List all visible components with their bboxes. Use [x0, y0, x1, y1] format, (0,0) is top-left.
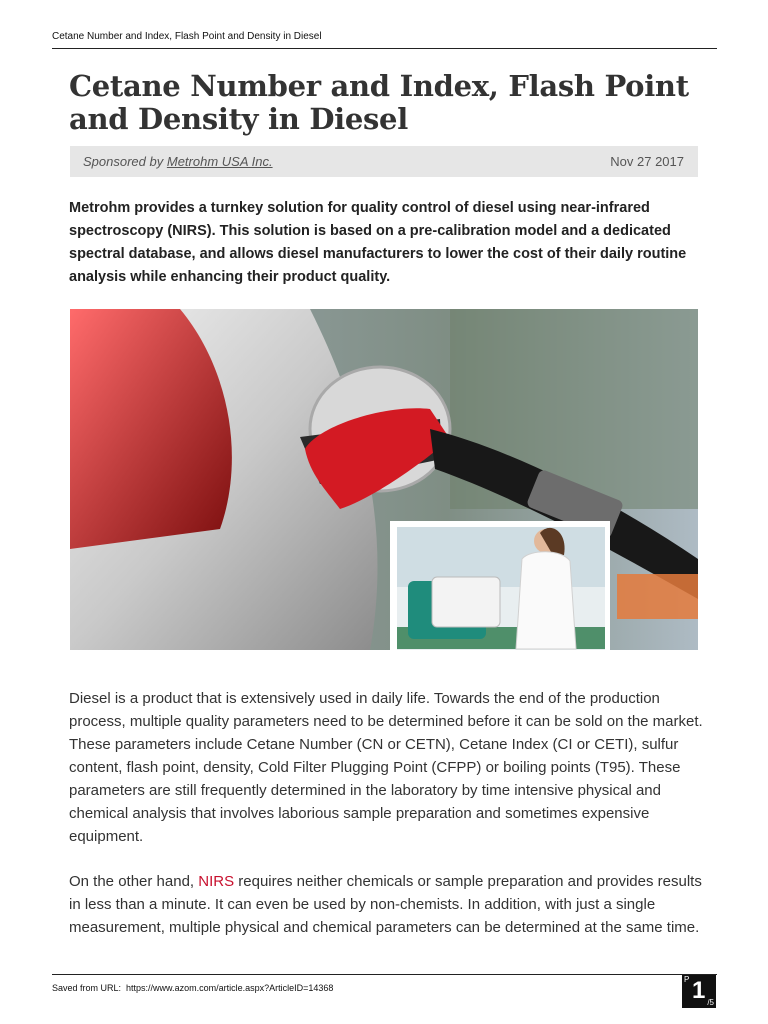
page-number: 1 — [692, 977, 706, 1004]
sponsor-bar — [70, 146, 698, 177]
header-divider — [52, 48, 717, 49]
body-paragraph-2 — [69, 870, 709, 939]
article-title: Cetane Number and Index, Flash Point and Density in Diesel — [69, 69, 689, 136]
sponsor-credit — [83, 154, 273, 169]
sponsor-link[interactable]: Metrohm USA Inc. — [166, 154, 273, 169]
page-total: /5 — [707, 998, 714, 1007]
running-header: Cetane Number and Index, Flash Point and Density in Diesel — [52, 31, 322, 42]
nirs-link[interactable]: NIRS — [198, 873, 235, 890]
page-prefix: P — [684, 975, 690, 984]
hero-image-fuel-pump — [70, 309, 698, 650]
body-paragraph-1: Diesel is a product that is extensively used in daily life. Towards the end of the production process, multiple quality parameters need to be determined before it can be sold on the market. These parameters include Cetane Number (CN or CETN), Cetane Index (CI or CETI), sulfur content, flash point, density, Cold Filter Plugging Point (CFPP) or boiling points (T95). These parameters are still frequently determined in the laboratory by time intensive physical and chemical analysis that involves laborious sample preparation and sometimes expensive equipment. — [69, 690, 703, 845]
source-url — [52, 983, 333, 993]
source-url-value: https://www.azom.com/article.aspx?ArticleID=14368 — [126, 983, 334, 993]
footer-divider — [52, 974, 717, 975]
publish-date: Nov 27 2017 — [610, 154, 684, 169]
paragraph2-rest: requires neither chemicals or sample preparation and provides results in less than a minute. It can even be used by non-chemists. In addition, with just a single measurement, multiple physical and chemical parameters can be determined at the same time. — [69, 873, 702, 936]
lead-paragraph: Metrohm provides a turnkey solution for quality control of diesel using near-infrared spectroscopy (NIRS). This solution is based on a pre-calibration model and a dedicated spectral database, and allows diesel manufacturers to lower the cost of their daily routine analysis while enhancing their product quality. — [69, 200, 687, 285]
sponsor-prefix: Sponsored by — [83, 154, 164, 169]
source-url-label: Saved from URL: — [52, 983, 122, 993]
paragraph2-intro: On the other hand, — [69, 873, 199, 890]
page-indicator — [682, 975, 716, 1008]
